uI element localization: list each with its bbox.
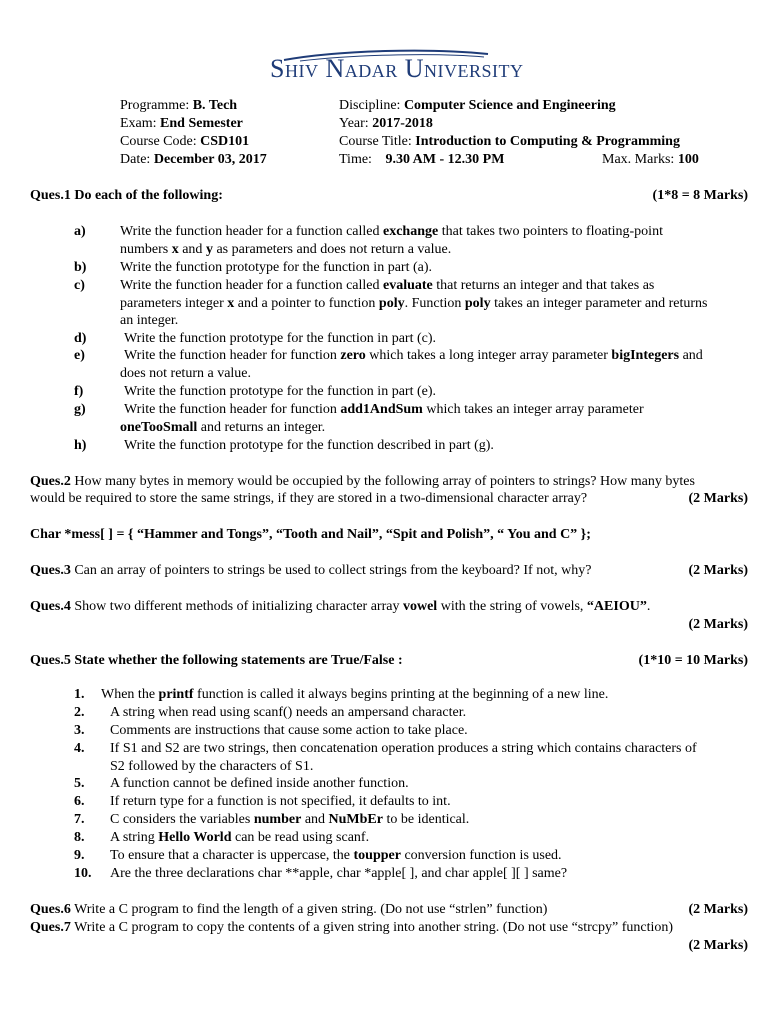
text-segment: x xyxy=(171,241,179,257)
text-segment: exchange xyxy=(383,224,439,239)
q7-marks: (2 Marks) xyxy=(688,938,748,953)
text-segment: When the xyxy=(101,687,159,702)
text-segment: toupper xyxy=(353,848,401,863)
q1-item-line xyxy=(120,419,325,436)
text-segment: To ensure that a character is uppercase, the xyxy=(110,848,354,863)
q2-text-line1: How many bytes in memory would be occupied by the following array of pointers to strings? How many bytes xyxy=(74,474,695,489)
university-name: Shiv Nadar University xyxy=(270,54,524,83)
text-segment: Write the function prototype for the function in part (c). xyxy=(124,331,436,346)
q2-line1 xyxy=(30,473,695,490)
text-segment: and xyxy=(178,241,206,257)
q1-item-letter: a) xyxy=(74,224,86,239)
q5-item-number: 6. xyxy=(74,794,85,809)
q1-item-line xyxy=(120,241,451,258)
text-segment: Hello World xyxy=(158,830,232,845)
q1-item-line xyxy=(120,223,663,240)
text-segment: poly xyxy=(378,295,405,311)
q5-item-number: 3. xyxy=(74,723,85,738)
q5-item-line xyxy=(110,758,313,775)
text-segment: bigIntegers xyxy=(611,348,680,363)
year-value: 2017-2018 xyxy=(372,116,433,131)
text-segment: Write the function header for function xyxy=(124,348,341,363)
text-segment: parameters integer xyxy=(120,295,228,311)
text-segment: that returns an integer and that takes as xyxy=(432,278,655,293)
q3-text: Can an array of pointers to strings be used to collect strings from the keyboard? If not, why? xyxy=(74,563,592,578)
q4-text-after: with the string of vowels, xyxy=(437,599,587,614)
q5-item-line xyxy=(110,740,697,757)
q5-item-line xyxy=(110,811,469,828)
max-marks-row xyxy=(602,151,699,168)
text-segment: Write the function header for function xyxy=(124,402,341,417)
text-segment: poly xyxy=(464,295,491,311)
q5-marks: (1*10 = 10 Marks) xyxy=(638,653,748,668)
date-value: December 03, 2017 xyxy=(153,152,267,167)
q6-label: Ques.6 xyxy=(30,902,71,917)
text-segment: printf xyxy=(158,687,194,702)
text-segment: and xyxy=(301,812,329,827)
q5-item-line xyxy=(110,829,369,846)
q5-item-line xyxy=(110,847,562,864)
q3-line xyxy=(30,562,591,579)
q5-item-number: 2. xyxy=(74,705,85,720)
q7-text: Write a C program to copy the contents of a given string into another string. (Do not use “strcpy” function) xyxy=(74,920,674,935)
text-segment: does not return a value. xyxy=(120,365,252,381)
text-segment: Write the function header for a function called xyxy=(120,278,383,293)
max-marks-value: 100 xyxy=(677,152,699,167)
text-segment: Comments are instructions that cause some action to take place. xyxy=(110,723,468,738)
q1-item-line xyxy=(124,330,436,347)
text-segment: that takes two pointers to floating-point xyxy=(438,224,663,239)
q1-item-letter: e) xyxy=(74,348,85,363)
q5-item-number: 4. xyxy=(74,741,85,756)
q5-item-number: 10. xyxy=(74,866,92,881)
q1-item-letter: g) xyxy=(74,402,86,417)
text-segment: to be identical. xyxy=(382,812,470,827)
time-value: 9.30 AM - 12.30 PM xyxy=(385,152,505,167)
q4-period: . xyxy=(646,599,651,614)
q6-text: Write a C program to find the length of a given string. (Do not use “strlen” function) xyxy=(74,902,548,917)
time-label: Time: xyxy=(339,152,372,167)
q4-text-before: Show two different methods of initializing character array xyxy=(74,599,403,614)
q7-label: Ques.7 xyxy=(30,920,71,935)
programme-value: B. Tech xyxy=(192,98,238,113)
course-code-row xyxy=(120,133,249,150)
text-segment: and xyxy=(679,348,703,363)
exam-label: Exam: xyxy=(120,116,157,131)
discipline-label: Discipline: xyxy=(339,98,401,113)
q1-item-line xyxy=(120,312,178,329)
text-segment: y xyxy=(205,241,213,257)
q5-item-number: 7. xyxy=(74,812,85,827)
text-segment: C considers the variables xyxy=(110,812,254,827)
discipline-row xyxy=(339,97,616,114)
q1-title: Ques.1 Do each of the following: xyxy=(30,188,223,203)
q3-marks: (2 Marks) xyxy=(688,563,748,578)
q5-title: Ques.5 State whether the following statements are True/False : xyxy=(30,653,403,668)
q1-item-letter: h) xyxy=(74,438,87,453)
q6-line xyxy=(30,901,547,918)
date-row xyxy=(120,151,267,168)
date-label: Date: xyxy=(120,152,151,167)
exam-value: End Semester xyxy=(160,116,243,131)
q4-quote: “AEIOU” xyxy=(586,599,647,614)
text-segment: Write the function header for a function called xyxy=(120,224,383,239)
exam-row xyxy=(120,115,243,132)
q6-marks: (2 Marks) xyxy=(688,902,748,917)
text-segment: function is called it always begins printing at the beginning of a new line. xyxy=(193,687,609,702)
text-segment: If return type for a function is not specified, it defaults to int. xyxy=(110,794,451,809)
text-segment: oneTooSmall xyxy=(120,419,198,435)
q2-marks: (2 Marks) xyxy=(688,491,748,506)
q7-line xyxy=(30,919,673,936)
text-segment: numbers xyxy=(120,241,172,257)
max-marks-label: Max. Marks: xyxy=(602,152,675,167)
q1-item-line xyxy=(120,295,707,312)
text-segment: Are the three declarations char **apple, char *apple[ ], and char apple[ ][ ] same? xyxy=(110,866,568,881)
text-segment: can be read using scanf. xyxy=(231,830,370,845)
q4-bold-word: vowel xyxy=(402,599,438,614)
q5-item-line xyxy=(110,865,567,882)
course-code-label: Course Code: xyxy=(120,134,197,149)
q1-item-line xyxy=(124,347,703,364)
q5-item-number: 8. xyxy=(74,830,85,845)
q5-item-number: 5. xyxy=(74,776,85,791)
q2-text-line2: would be required to store the same strings, if they are stored in a two-dimensional character array? xyxy=(30,491,588,506)
text-segment: A string xyxy=(110,830,159,845)
text-segment: number xyxy=(253,812,302,827)
text-segment: as parameters and does not return a value. xyxy=(212,241,452,257)
text-segment: S2 followed by the characters of S1. xyxy=(110,758,314,774)
q4-marks: (2 Marks) xyxy=(688,617,748,632)
course-title-row xyxy=(339,133,680,150)
q5-item-line xyxy=(110,775,409,792)
year-label: Year: xyxy=(339,116,369,131)
text-segment: and a pointer to function xyxy=(234,295,379,311)
q2-label: Ques.2 xyxy=(30,474,71,489)
text-segment: add1AndSum xyxy=(340,402,423,417)
programme-row xyxy=(120,97,237,114)
text-segment: and returns an integer. xyxy=(197,419,326,435)
text-segment: takes an integer parameter and returns xyxy=(490,295,708,311)
programme-label: Programme: xyxy=(120,98,190,113)
text-segment: A string when read using scanf() needs an ampersand character. xyxy=(110,705,467,720)
q4-label: Ques.4 xyxy=(30,599,71,614)
text-segment: NuMbEr xyxy=(328,812,383,827)
text-segment: Write the function prototype for the function in part (e). xyxy=(124,384,436,399)
text-segment: an integer. xyxy=(120,313,179,328)
q1-item-letter: d) xyxy=(74,331,87,346)
q1-item-line xyxy=(124,383,436,400)
text-segment: zero xyxy=(340,348,366,363)
university-logo xyxy=(270,48,524,94)
discipline-value: Computer Science and Engineering xyxy=(403,98,616,113)
text-segment: which takes an integer array parameter xyxy=(422,402,644,417)
course-title-value: Introduction to Computing & Programming xyxy=(415,134,680,149)
q1-item-line xyxy=(124,401,644,418)
q1-item-letter: c) xyxy=(74,278,85,293)
text-segment: conversion function is used. xyxy=(400,848,562,863)
q5-item-number: 1. xyxy=(74,687,85,702)
text-segment: A function cannot be defined inside another function. xyxy=(110,776,409,791)
text-segment: Write the function prototype for the function described in part (g). xyxy=(124,438,494,453)
q5-item-line xyxy=(110,722,468,739)
text-segment: . Function xyxy=(404,295,465,311)
course-title-label: Course Title: xyxy=(339,134,412,149)
text-segment: which takes a long integer array parameter xyxy=(365,348,612,363)
q1-item-letter: f) xyxy=(74,384,84,399)
q2-code: Char *mess[ ] = { “Hammer and Tongs”, “Tooth and Nail”, “Spit and Polish”, “ You and C” }; xyxy=(30,527,591,542)
time-row xyxy=(339,151,504,168)
text-segment: x xyxy=(227,295,235,311)
q1-item-line xyxy=(120,259,432,276)
q1-item-line xyxy=(120,277,654,294)
q1-item-line xyxy=(120,365,251,382)
text-segment: If S1 and S2 are two strings, then concatenation operation produces a string which contains characters of xyxy=(110,741,697,756)
q4-line xyxy=(30,598,650,615)
q1-marks: (1*8 = 8 Marks) xyxy=(652,188,748,203)
year-row xyxy=(339,115,433,132)
q5-item-line xyxy=(101,686,608,703)
q5-item-line xyxy=(110,704,466,721)
text-segment: Write the function prototype for the function in part (a). xyxy=(120,260,432,275)
course-code-value: CSD101 xyxy=(200,134,250,149)
q1-item-line xyxy=(124,437,494,454)
q3-label: Ques.3 xyxy=(30,563,71,578)
q1-item-letter: b) xyxy=(74,260,87,275)
q5-item-line xyxy=(110,793,451,810)
q5-item-number: 9. xyxy=(74,848,85,863)
text-segment: evaluate xyxy=(383,278,433,293)
